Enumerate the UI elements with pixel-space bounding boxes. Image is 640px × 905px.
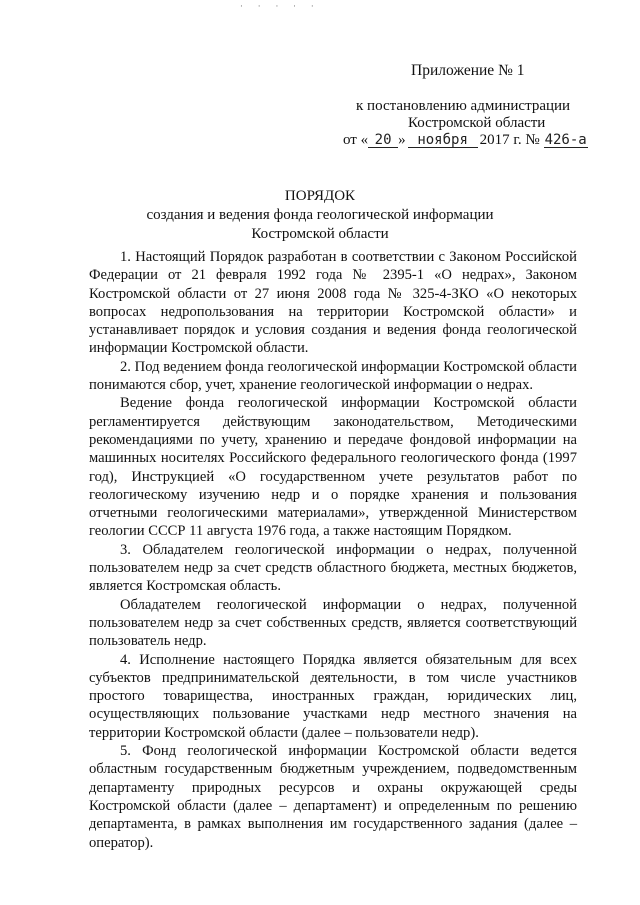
date-mid: » (398, 132, 406, 148)
document-title-block (100, 187, 540, 244)
document-title: ПОРЯДОК (284, 188, 356, 204)
paragraph: 2. Под ведением фонда геологической информации Костромской области понимаются сбор, учет, хранение геологической информации о недрах. (89, 358, 577, 394)
handwritten-number: 426-а (544, 132, 587, 148)
handwritten-day: 20 (368, 133, 398, 148)
paragraph: 4. Исполнение настоящего Порядка является обязательным для всех субъектов предпринимательской деятельности, в том числе участников простого товарищества, иностранных граждан, юридических лиц, осуществляющих пользование участками недр местного значения на территории Костромской области (далее – пользователи недр). (89, 651, 577, 741)
date-prefix: от « (343, 132, 369, 148)
paragraph: Обладателем геологической информации о недрах, полученной пользователем недр за счет собственных средств, является соответствующий пользователь недр. (89, 596, 577, 650)
document-subtitle-region: Костромской области (251, 226, 389, 242)
resolution-reference: к постановлению администрации (356, 98, 571, 114)
paragraph: Ведение фонда геологической информации Костромской области регламентируется действующим законодательством, Методическими рекомендациями по учету, хранению и передаче фондовой информации на машинных носителях Российского федерального геологического фонда (1997 год), Инструкцией «О государственном учете результатов работ по геологическому изучению недр и о порядке хранения и пользования отчетными геологическими материалами», утвержденной Министерством геологии СССР 11 августа 1976 года, а также настоящим Порядком. (89, 395, 577, 540)
year-and-number-label: 2017 г. № (479, 132, 540, 148)
paragraph: 1. Настоящий Порядок разработан в соответствии с Законом Российской Федерации от 21 февраля 1992 года № 2395-1 «О недрах», Законом Костромской области от 27 июня 2008 года № 325-4-ЗКО «О некоторых вопросах недропользования на территории Костромской области» и устанавливает порядок и условия создания и ведения фонда геологической информации Костромской области. (89, 249, 577, 357)
resolution-date-line (343, 132, 588, 149)
paragraph: 3. Обладателем геологической информации о недрах, полученной пользователем недр за счет средств областного бюджета, местных бюджетов, является Костромская область. (89, 541, 577, 595)
handwritten-month: ноября (408, 133, 478, 148)
document-subtitle: создания и ведения фонда геологической информации (146, 207, 494, 223)
document-body (89, 248, 577, 852)
region-name: Костромской области (408, 115, 546, 131)
scan-marks: · · · · · (240, 2, 320, 12)
paragraph: 5. Фонд геологической информации Костромской области ведется областным государственным бюджетным учреждением, подведомственным департаменту природных ресурсов и охраны окружающей среды Костромской области (далее – департамент) и определенным по решению департамента, в рамках выполнения им государственного задания (далее – оператор). (89, 743, 577, 851)
appendix-label: Приложение № 1 (411, 62, 525, 79)
